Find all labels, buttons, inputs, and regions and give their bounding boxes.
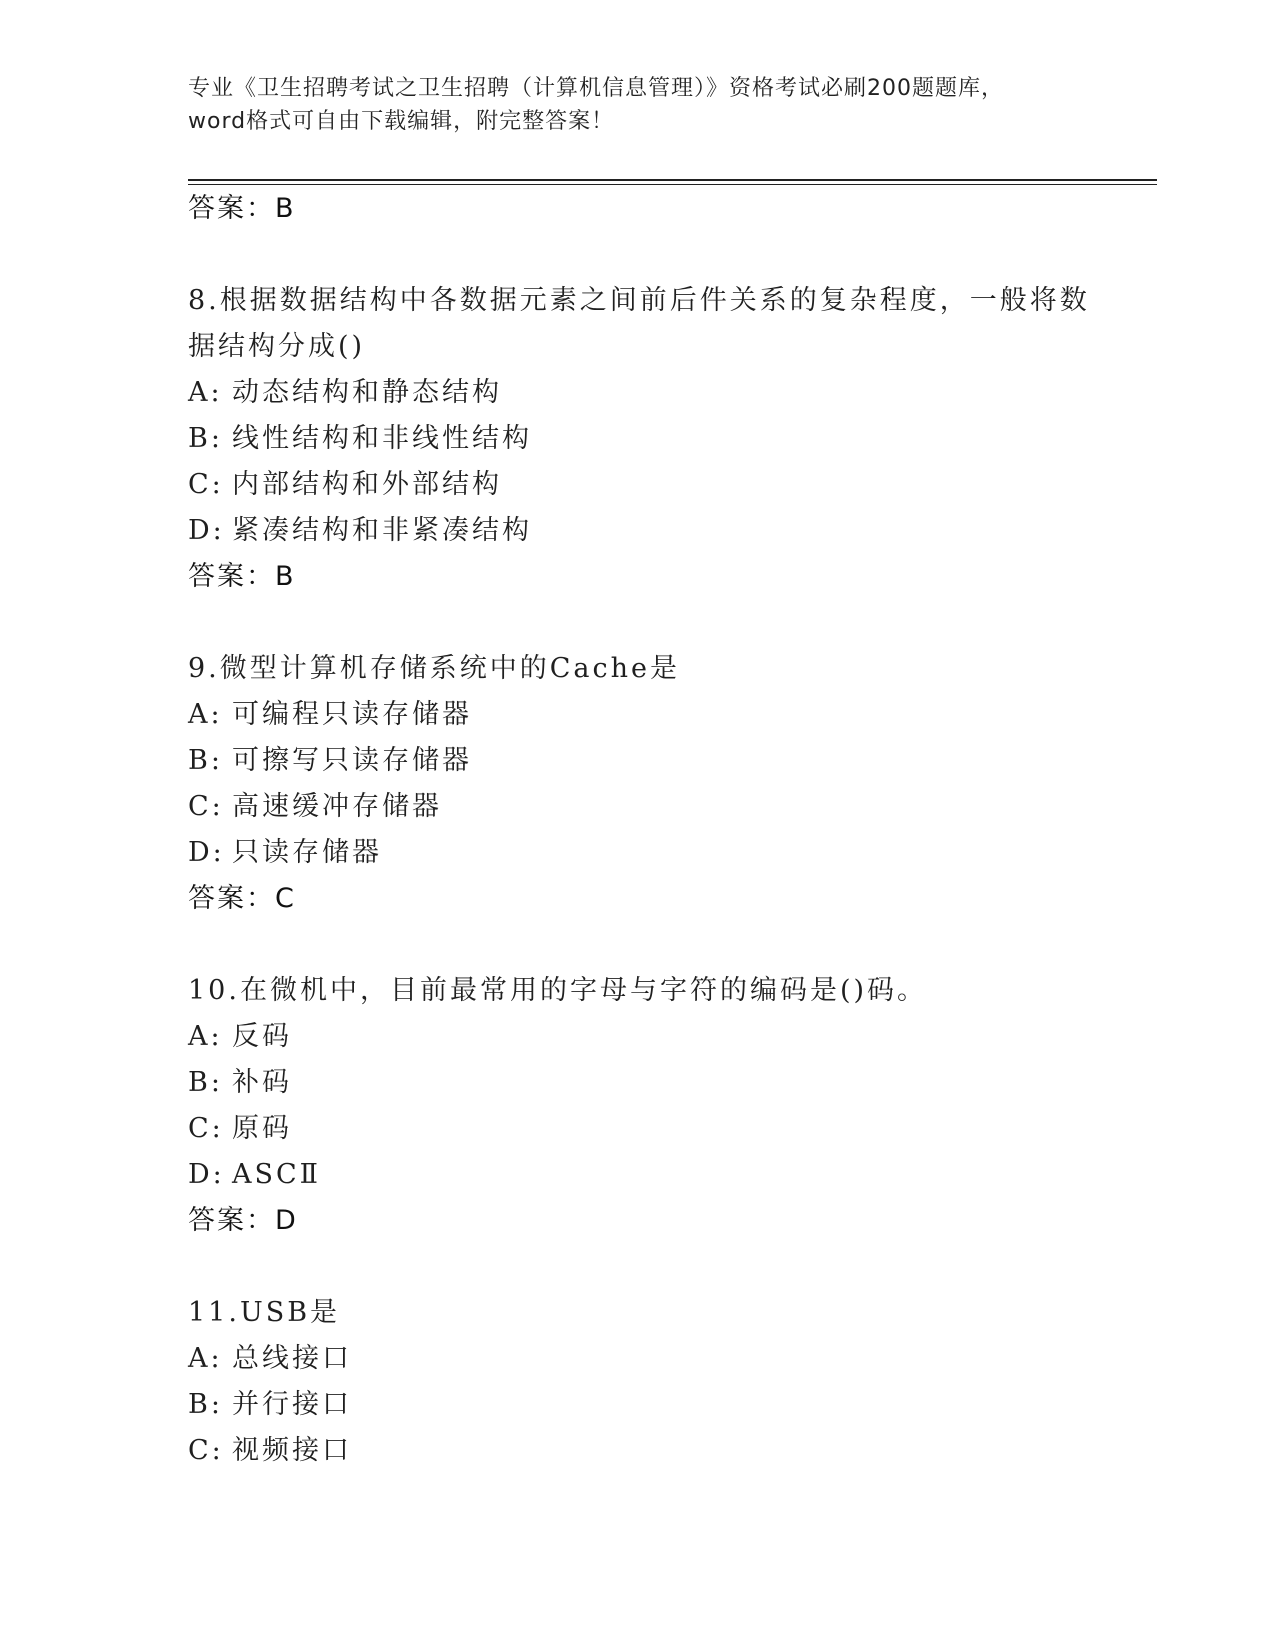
option-key: B: <box>188 745 223 776</box>
option-key: A: <box>188 377 223 408</box>
option-key: C: <box>188 1113 224 1144</box>
question-stem-continued: 据结构分成() <box>188 331 366 362</box>
option-d <box>188 1152 1088 1198</box>
option-text: 视频接口 <box>232 1435 352 1466</box>
option-key: D: <box>188 837 225 868</box>
option-c <box>188 1428 1088 1474</box>
question-stem: 11.USB是 <box>188 1297 341 1328</box>
question-block <box>188 646 1088 922</box>
option-d <box>188 508 1088 554</box>
option-c <box>188 784 1088 830</box>
document-header <box>188 72 1088 138</box>
option-text: ASCⅡ <box>232 1159 322 1190</box>
option-text: 可擦写只读存储器 <box>232 745 472 776</box>
option-text: 动态结构和静态结构 <box>232 377 502 408</box>
question-block <box>188 1290 1088 1474</box>
question-stem: 10.在微机中，目前最常用的字母与字符的编码是()码。 <box>188 975 928 1006</box>
option-d <box>188 830 1088 876</box>
option-c <box>188 462 1088 508</box>
option-text: 并行接口 <box>232 1389 352 1420</box>
question-stem: 9.微型计算机存储系统中的Cache是 <box>188 653 681 684</box>
option-a <box>188 692 1088 738</box>
option-text: 只读存储器 <box>232 837 382 868</box>
header-divider-thin <box>188 184 1157 185</box>
option-key: B: <box>188 423 223 454</box>
option-a <box>188 1336 1088 1382</box>
answer-line: 答案：B <box>188 561 296 592</box>
option-key: B: <box>188 1389 223 1420</box>
option-a <box>188 1014 1088 1060</box>
option-text: 总线接口 <box>232 1343 352 1374</box>
option-key: A: <box>188 1021 223 1052</box>
option-key: C: <box>188 1435 224 1466</box>
question-block <box>188 278 1088 600</box>
option-b <box>188 1060 1088 1106</box>
option-text: 内部结构和外部结构 <box>232 469 502 500</box>
option-a <box>188 370 1088 416</box>
option-key: A: <box>188 1343 223 1374</box>
previous-answer: 答案：B <box>188 193 296 224</box>
question-stem: 8.根据数据结构中各数据元素之间前后件关系的复杂程度，一般将数 <box>188 285 1090 316</box>
question-block <box>188 968 1088 1244</box>
option-text: 补码 <box>232 1067 292 1098</box>
header-line-2: word格式可自由下载编辑，附完整答案！ <box>188 109 615 134</box>
header-divider <box>188 179 1157 181</box>
option-c <box>188 1106 1088 1152</box>
question-list <box>188 186 1088 1474</box>
option-text: 可编程只读存储器 <box>232 699 472 730</box>
option-key: D: <box>188 1159 225 1190</box>
option-b <box>188 1382 1088 1428</box>
option-key: B: <box>188 1067 223 1098</box>
option-key: C: <box>188 469 224 500</box>
option-key: D: <box>188 515 225 546</box>
option-text: 反码 <box>232 1021 292 1052</box>
answer-line: 答案：D <box>188 1205 298 1236</box>
option-key: C: <box>188 791 224 822</box>
option-b <box>188 416 1088 462</box>
header-line-1: 专业《卫生招聘考试之卫生招聘（计算机信息管理）》资格考试必刷200题题库， <box>188 76 1004 101</box>
option-text: 紧凑结构和非紧凑结构 <box>232 515 532 546</box>
option-key: A: <box>188 699 223 730</box>
option-text: 原码 <box>232 1113 292 1144</box>
answer-line: 答案：C <box>188 883 296 914</box>
option-text: 线性结构和非线性结构 <box>232 423 532 454</box>
option-b <box>188 738 1088 784</box>
option-text: 高速缓冲存储器 <box>232 791 442 822</box>
